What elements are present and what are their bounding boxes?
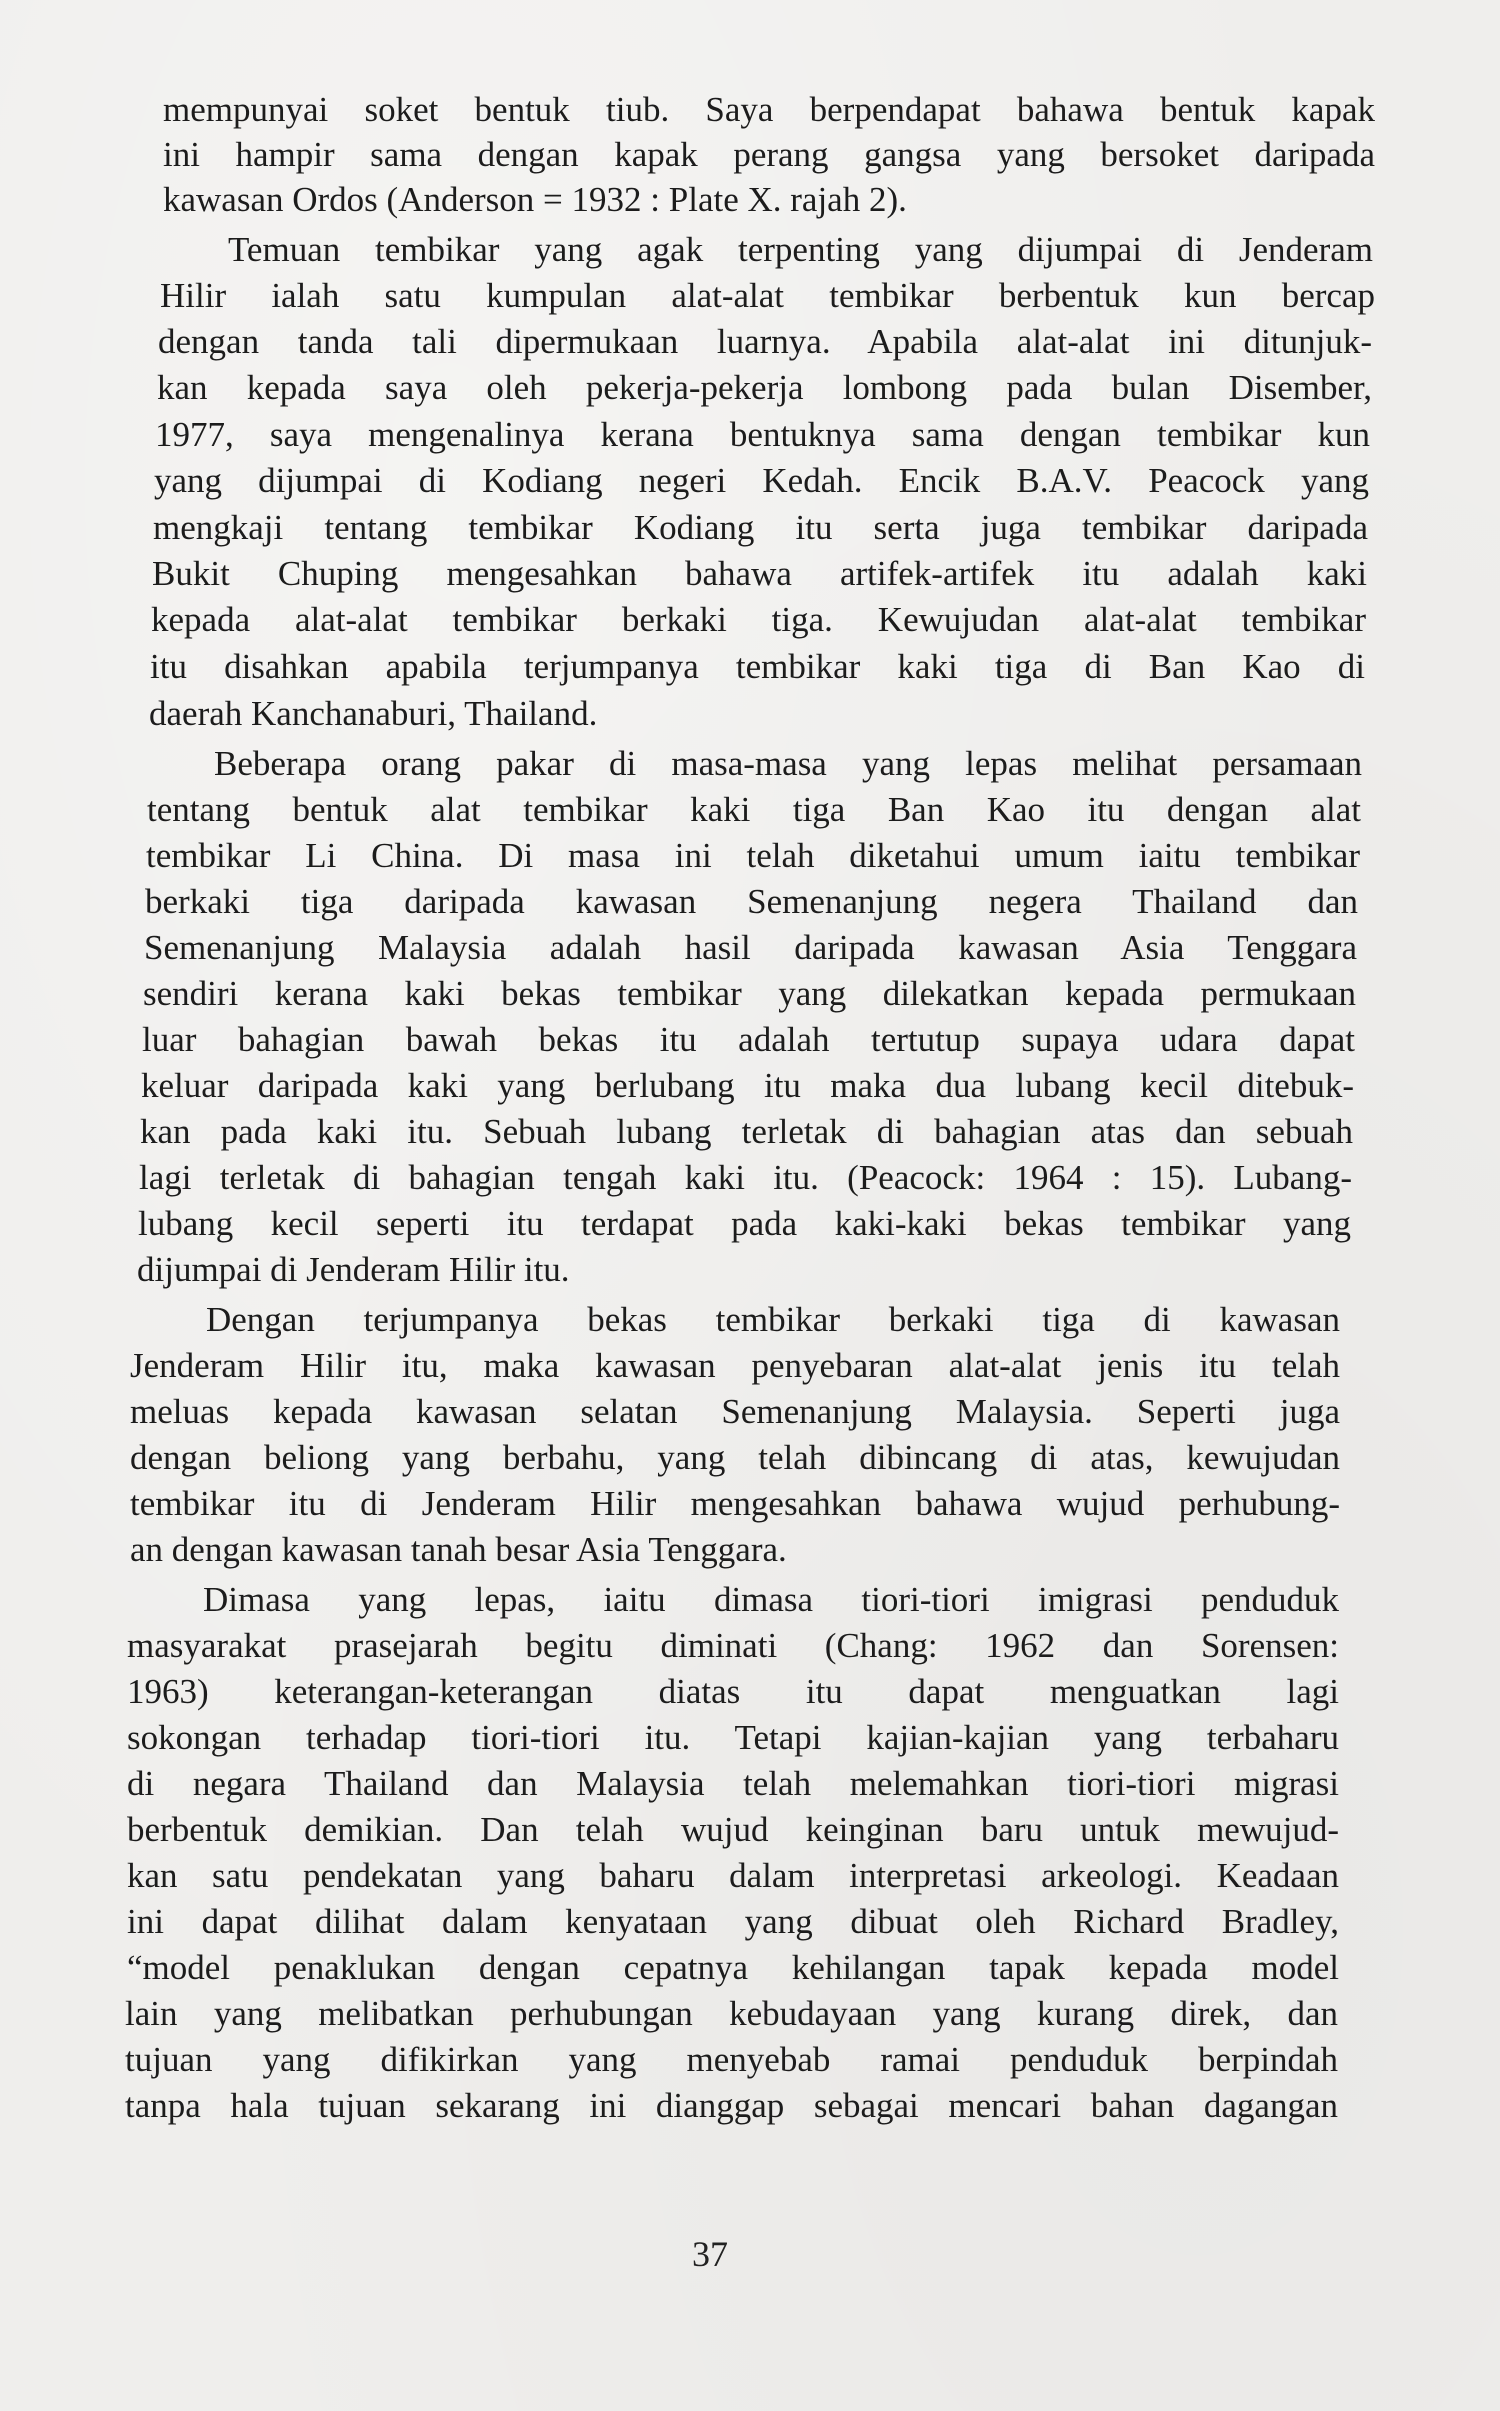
text-line: 1977, saya mengenalinya kerana bentuknya sama dengan tembikar kun [155,415,1370,454]
text-line: Temuan tembikar yang agak terpenting yang dijumpai di Jenderam [228,230,1373,269]
text-line: di negara Thailand dan Malaysia telah melemahkan tiori-tiori migrasi [127,1764,1339,1803]
text-line: dengan tanda tali dipermukaan luarnya. Apabila alat-alat ini ditunjuk- [158,322,1372,361]
text-line: mengkaji tentang tembikar Kodiang itu serta juga tembikar daripada [153,508,1368,547]
text-line: 1963) keterangan-keterangan diatas itu dapat menguatkan lagi [127,1672,1339,1711]
text-line: daerah Kanchanaburi, Thailand. [149,694,598,733]
text-line: Bukit Chuping mengesahkan bahawa artifek-artifek itu adalah kaki [152,554,1367,593]
text-line: an dengan kawasan tanah besar Asia Tenggara. [130,1530,787,1569]
text-line: keluar daripada kaki yang berlubang itu maka dua lubang kecil ditebuk- [141,1066,1354,1105]
text-line: yang dijumpai di Kodiang negeri Kedah. Encik B.A.V. Peacock yang [154,461,1369,500]
text-line: tembikar Li China. Di masa ini telah diketahui umum iaitu tembikar [146,836,1360,875]
text-line: itu disahkan apabila terjumpanya tembikar kaki tiga di Ban Kao di [150,647,1365,686]
text-line: “model penaklukan dengan cepatnya kehilangan tapak kepada model [127,1948,1339,1987]
page-number: 37 [692,2234,728,2274]
text-line: dijumpai di Jenderam Hilir itu. [137,1250,570,1289]
text-line: Dengan terjumpanya bekas tembikar berkaki tiga di kawasan [206,1300,1340,1339]
text-line: kepada alat-alat tembikar berkaki tiga. Kewujudan alat-alat tembikar [151,600,1366,639]
text-line: tentang bentuk alat tembikar kaki tiga Ban Kao itu dengan alat [147,790,1361,829]
text-line: ini hampir sama dengan kapak perang gangsa yang bersoket daripada [163,135,1375,174]
text-line: dengan beliong yang berbahu, yang telah dibincang di atas, kewujudan [130,1438,1340,1477]
text-line: mempunyai soket bentuk tiub. Saya berpendapat bahawa bentuk kapak [163,90,1375,129]
text-line: sendiri kerana kaki bekas tembikar yang dilekatkan kepada permukaan [143,974,1356,1013]
text-line: Dimasa yang lepas, iaitu dimasa tiori-tiori imigrasi penduduk [203,1580,1339,1619]
text-line: kawasan Ordos (Anderson = 1932 : Plate X. rajah 2). [163,180,907,219]
text-line: lubang kecil seperti itu terdapat pada kaki-kaki bekas tembikar yang [138,1204,1351,1243]
text-line: sokongan terhadap tiori-tiori itu. Tetapi kajian-kajian yang terbaharu [127,1718,1339,1757]
text-line: meluas kepada kawasan selatan Semenanjung Malaysia. Seperti juga [130,1392,1340,1431]
text-line: kan kepada saya oleh pekerja-pekerja lombong pada bulan Disember, [157,368,1372,407]
text-line: Semenanjung Malaysia adalah hasil daripada kawasan Asia Tenggara [144,928,1357,967]
text-line: tujuan yang difikirkan yang menyebab ramai penduduk berpindah [125,2040,1338,2079]
text-line: kan pada kaki itu. Sebuah lubang terletak di bahagian atas dan sebuah [140,1112,1353,1151]
text-line: tembikar itu di Jenderam Hilir mengesahkan bahawa wujud perhubung- [130,1484,1340,1523]
text-line: berkaki tiga daripada kawasan Semenanjung negera Thailand dan [145,882,1358,921]
text-line: lagi terletak di bahagian tengah kaki itu. (Peacock: 1964 : 15). Lubang- [139,1158,1352,1197]
text-line: Hilir ialah satu kumpulan alat-alat tembikar berbentuk kun bercap [160,276,1375,315]
text-line: lain yang melibatkan perhubungan kebudayaan yang kurang direk, dan [125,1994,1338,2033]
text-line: masyarakat prasejarah begitu diminati (Chang: 1962 dan Sorensen: [127,1626,1339,1665]
text-line: tanpa hala tujuan sekarang ini dianggap sebagai mencari bahan dagangan [125,2086,1338,2125]
text-line: Beberapa orang pakar di masa-masa yang lepas melihat persamaan [214,744,1362,783]
text-line: Jenderam Hilir itu, maka kawasan penyebaran alat-alat jenis itu telah [130,1346,1340,1385]
text-line: berbentuk demikian. Dan telah wujud keinginan baru untuk mewujud- [127,1810,1339,1849]
text-line: ini dapat dilihat dalam kenyataan yang dibuat oleh Richard Bradley, [127,1902,1339,1941]
text-line: kan satu pendekatan yang baharu dalam interpretasi arkeologi. Keadaan [127,1856,1339,1895]
text-line: luar bahagian bawah bekas itu adalah tertutup supaya udara dapat [142,1020,1355,1059]
